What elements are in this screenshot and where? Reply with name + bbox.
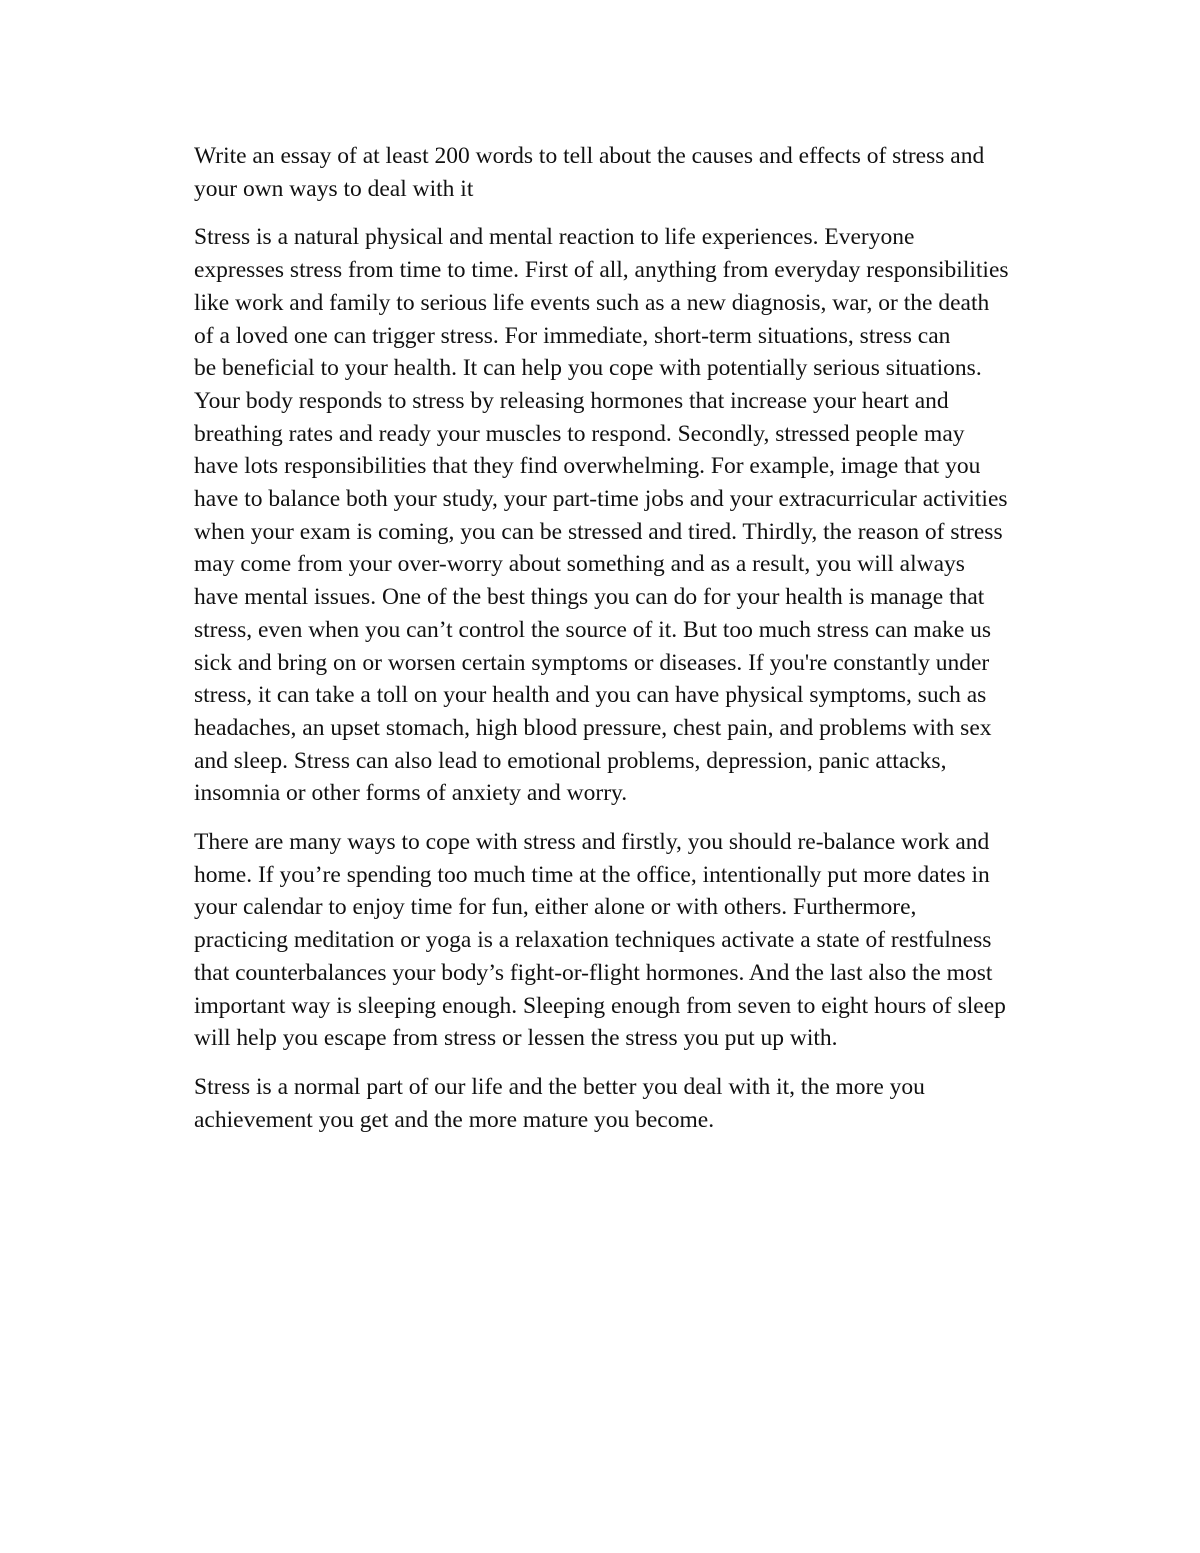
- text-line: home. If you’re spending too much time at the office, intentionally put more dates in: [194, 861, 990, 888]
- text-line: have lots responsibilities that they find overwhelming. For example, image that you: [194, 453, 981, 480]
- text-line: sick and bring on or worsen certain symptoms or diseases. If you're constantly under: [194, 649, 990, 676]
- text-line: stress, it can take a toll on your health and you can have physical symptoms, such as: [194, 682, 987, 709]
- text-line: when your exam is coming, you can be stressed and tired. Thirdly, the reason of stress: [194, 518, 1003, 545]
- text-line: your calendar to enjoy time for fun, either alone or with others. Furthermore,: [194, 894, 917, 921]
- text-line: headaches, an upset stomach, high blood pressure, chest pain, and problems with sex: [194, 714, 992, 741]
- text-line: important way is sleeping enough. Sleeping enough from seven to eight hours of sleep: [194, 992, 1006, 1019]
- text-line: Stress is a natural physical and mental reaction to life experiences. Everyone: [194, 224, 915, 251]
- text-line: achievement you get and the more mature you become.: [194, 1106, 715, 1133]
- text-line: be beneficial to your health. It can help you cope with potentially serious situations.: [194, 355, 982, 382]
- text-line: There are many ways to cope with stress and firstly, you should re-balance work and: [194, 829, 990, 856]
- text-line: may come from your over-worry about something and as a result, you will always: [194, 551, 965, 578]
- text-line: practicing meditation or yoga is a relaxation techniques activate a state of restfulness: [194, 927, 992, 954]
- text-line: Your body responds to stress by releasing hormones that increase your heart and: [194, 387, 949, 414]
- paragraph-causes-effects: [194, 221, 1134, 810]
- text-line: Stress is a normal part of our life and the better you deal with it, the more you: [194, 1073, 925, 1100]
- text-line: insomnia or other forms of anxiety and worry.: [194, 780, 628, 807]
- text-line: that counterbalances your body’s fight-or-flight hormones. And the last also the most: [194, 959, 993, 986]
- text-line: Write an essay of at least 200 words to tell about the causes and effects of stress and: [194, 143, 985, 169]
- text-line: breathing rates and ready your muscles to respond. Secondly, stressed people may: [194, 420, 965, 447]
- text-line: and sleep. Stress can also lead to emotional problems, depression, panic attacks,: [194, 747, 947, 774]
- text-line: have mental issues. One of the best things you can do for your health is manage that: [194, 584, 985, 611]
- text-line: your own ways to deal with it: [194, 175, 474, 202]
- essay-prompt: [194, 140, 1134, 205]
- text-line: expresses stress from time to time. First of all, anything from everyday responsibilities: [194, 257, 1009, 284]
- text-line: of a loved one can trigger stress. For immediate, short-term situations, stress can: [194, 322, 951, 349]
- text-line: have to balance both your study, your part-time jobs and your extracurricular activities: [194, 486, 1008, 513]
- paragraph-conclusion: [194, 1071, 1134, 1136]
- text-line: will help you escape from stress or lessen the stress you put up with.: [194, 1025, 838, 1052]
- text-line: stress, even when you can’t control the source of it. But too much stress can make us: [194, 616, 992, 643]
- document-body: [194, 140, 1134, 1152]
- text-line: like work and family to serious life events such as a new diagnosis, war, or the death: [194, 289, 990, 316]
- paragraph-coping-ways: [194, 826, 1134, 1055]
